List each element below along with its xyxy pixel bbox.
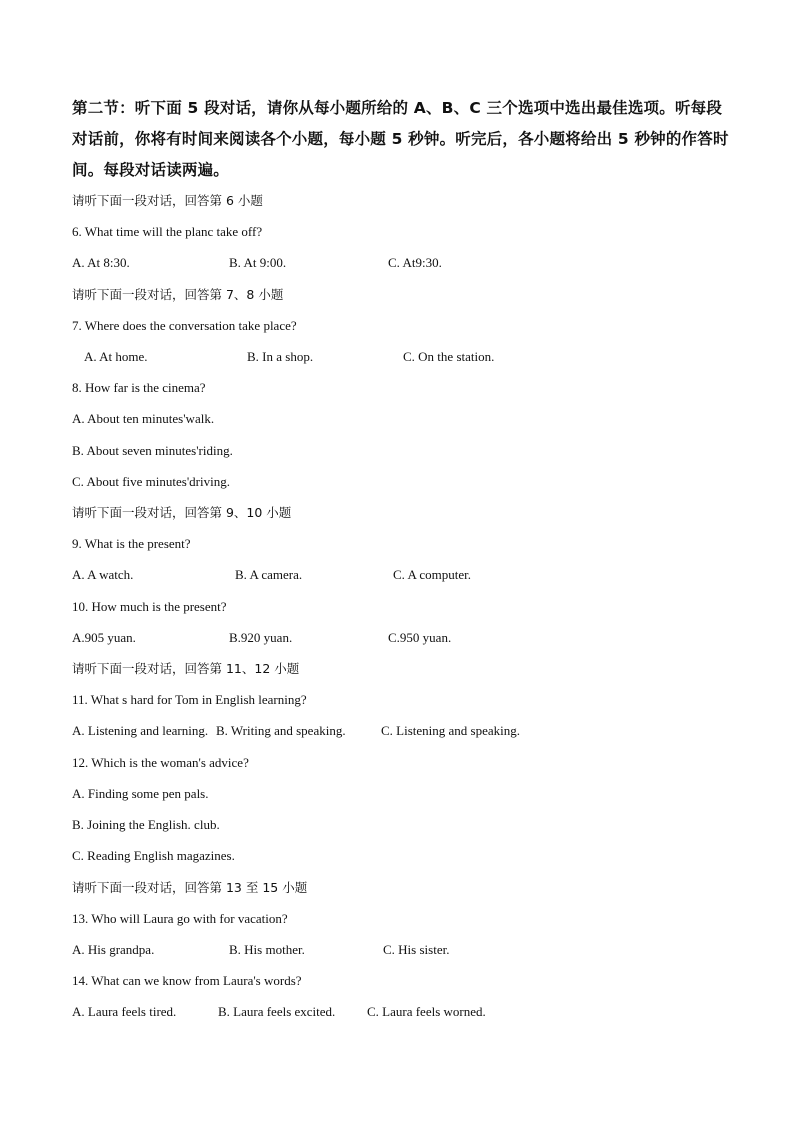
q13-option-c: C. His sister. [383, 942, 450, 957]
q8-option-c: C. About five minutes'driving. [72, 474, 230, 489]
instruction-q6: 请听下面一段对话，回答第 6 小题 [72, 193, 263, 208]
q10-option-a: A.905 yuan. [72, 630, 136, 645]
q11-option-c: C. Listening and speaking. [381, 723, 521, 738]
q12-option-c: C. Reading English magazines. [72, 848, 235, 863]
q10-option-b: B.920 yuan. [229, 630, 293, 645]
q7-option-b: B. In a shop. [247, 349, 314, 364]
q6-option-c: C. At9:30. [388, 255, 442, 270]
question-13: 13. Who will Laura go with for vacation? [72, 911, 288, 926]
q13-option-b: B. His mother. [229, 942, 305, 957]
q7-option-a: A. At home. [84, 349, 148, 364]
q14-option-c: C. Laura feels worned. [367, 1004, 486, 1019]
q7-option-c: C. On the station. [403, 349, 495, 364]
instruction-q9-10: 请听下面一段对话，回答第 9、10 小题 [72, 505, 292, 520]
q10-option-c: C.950 yuan. [388, 630, 452, 645]
question-6: 6. What time will the planc take off? [72, 224, 263, 239]
q8-option-a: A. About ten minutes'walk. [72, 411, 215, 426]
q12-option-a: A. Finding some pen pals. [72, 786, 209, 801]
instruction-q7-8: 请听下面一段对话，回答第 7、8 小题 [72, 287, 284, 302]
q14-option-a: A. Laura feels tired. [72, 1004, 177, 1019]
question-8: 8. How far is the cinema? [72, 380, 206, 395]
question-14: 14. What can we know from Laura's words? [72, 973, 302, 988]
question-7: 7. Where does the conversation take place? [72, 318, 297, 333]
q11-option-b: B. Writing and speaking. [216, 723, 346, 738]
q13-option-a: A. His grandpa. [72, 942, 155, 957]
instruction-q11-12: 请听下面一段对话，回答第 11、12 小题 [72, 661, 300, 676]
q6-option-a: A. At 8:30. [72, 255, 130, 270]
question-10: 10. How much is the present? [72, 599, 227, 614]
q11-option-a: A. Listening and learning. [72, 723, 209, 738]
question-12: 12. Which is the woman's advice? [72, 755, 249, 770]
q8-option-b: B. About seven minutes'riding. [72, 443, 233, 458]
question-11: 11. What s hard for Tom in English learning? [72, 692, 307, 707]
section-header: 第二节：听下面 5 段对话，请你从每小题所给的 A、B、C 三个选项中选出最佳选项。听每段对话前，你将有时间来阅读各个小题，每小题 5 秒钟。听完后，各小题将给出 5 秒钟的作答时间。每段对话读两遍。 [72, 99, 729, 179]
q6-option-b: B. At 9:00. [229, 255, 287, 270]
instruction-q13-15: 请听下面一段对话，回答第 13 至 15 小题 [72, 880, 308, 895]
q9-option-a: A. A watch. [72, 567, 134, 582]
q14-option-b: B. Laura feels excited. [218, 1004, 336, 1019]
q9-option-b: B. A camera. [235, 567, 303, 582]
q9-option-c: C. A computer. [393, 567, 471, 582]
q12-option-b: B. Joining the English. club. [72, 817, 220, 832]
question-9: 9. What is the present? [72, 536, 191, 551]
